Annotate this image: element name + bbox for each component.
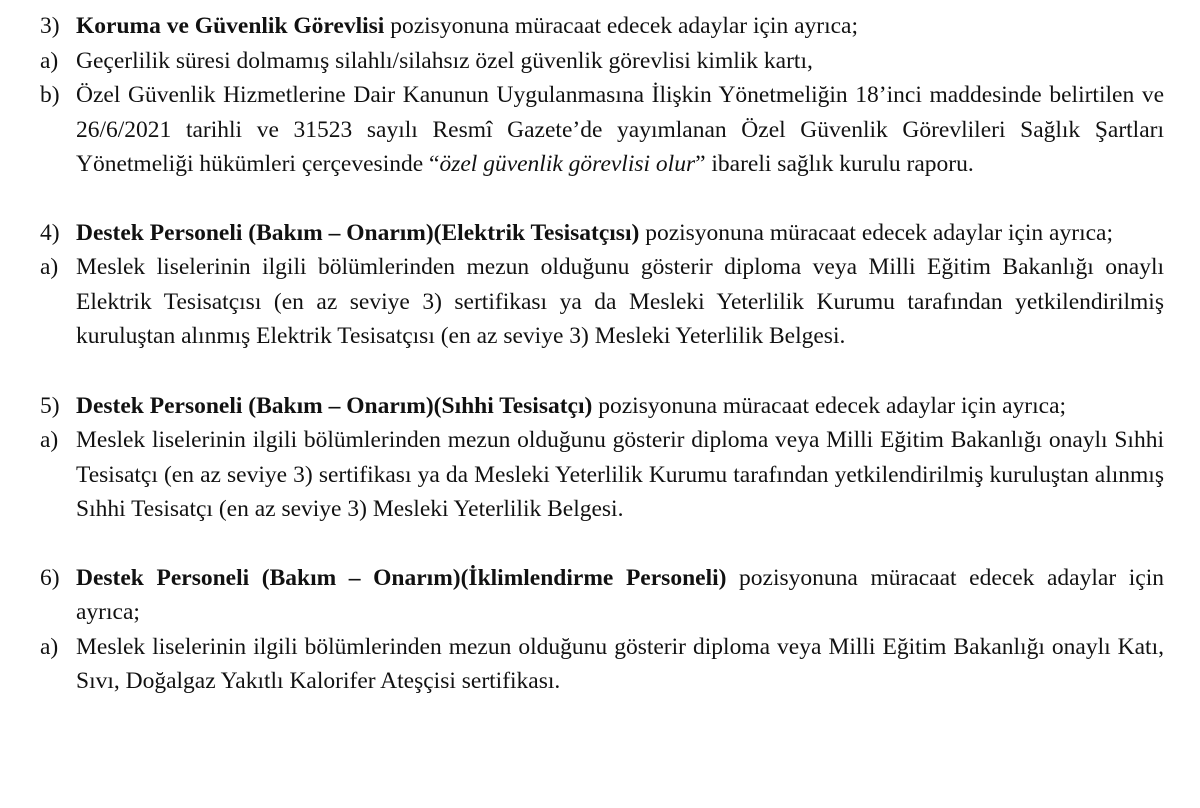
section-heading-text: [76, 9, 1164, 44]
list-item-text: Meslek liselerinin ilgili bölümlerinden mezun olduğunu gösterir diploma veya Milli Eğitim Bakanlığı onaylı Sıhhi Tesisatçı (en az seviye 3) sertifikası ya da Mesleki Yeterlilik Kurumu tarafından yetkilendirilmiş kuruluştan alınmış Sıhhi Tesisatçı (en az seviye 3) Mesleki Yeterlilik Belgesi.: [76, 427, 1164, 522]
section-heading-rest: pozisyonuna müracaat edecek adaylar için ayrıca;: [76, 564, 1164, 625]
section-6-hvac-personnel: [40, 561, 1164, 699]
section-heading-rest: pozisyonuna müracaat edecek adaylar için ayrıca;: [384, 13, 859, 39]
list-item: [40, 78, 1164, 182]
list-item: [40, 250, 1164, 354]
list-item: [40, 423, 1164, 527]
section-number: 5): [40, 392, 60, 419]
section-title: Destek Personeli (Bakım – Onarım)(Sıhhi Tesisatçı): [76, 392, 593, 419]
list-item: [40, 630, 1164, 699]
list-item-text: Meslek liselerinin ilgili bölümlerinden mezun olduğunu gösterir diploma veya Milli Eğitim Bakanlığı onaylı Katı, Sıvı, Doğalgaz Yakıtlı Kalorifer Ateşçisi sertifikası.: [76, 633, 1164, 694]
list-item: [40, 44, 1164, 79]
section-number: 3): [40, 13, 60, 39]
section-number: 4): [40, 219, 60, 246]
list-item-text: Meslek liselerinin ilgili bölümlerinden mezun olduğunu gösterir diploma veya Milli Eğitim Bakanlığı onaylı Elektrik Tesisatçısı (en az seviye 3) sertifikası ya da Mesleki Yeterlilik Kurumu tarafından yetkilendirilmiş kuruluştan alınmış Elektrik Tesisatçısı (en az seviye 3) Mesleki Yeterlilik Belgesi.: [76, 254, 1164, 349]
section-heading-text: [76, 389, 1164, 424]
list-item-marker: a): [40, 47, 59, 74]
section-title: Koruma ve Güvenlik Görevlisi: [76, 13, 385, 39]
list-item-marker: a): [40, 254, 59, 280]
list-item-text: [76, 78, 1164, 182]
section-5-plumber: [40, 389, 1164, 527]
section-heading-rest: pozisyonuna müracaat edecek adaylar için ayrıca;: [592, 392, 1067, 419]
section-4-electrical-installer: [40, 216, 1164, 354]
list-item-marker: b): [40, 82, 60, 108]
section-3-security-guard: [40, 9, 1164, 182]
section-heading-rest: pozisyonuna müracaat edecek adaylar için ayrıca;: [639, 219, 1113, 246]
document-page: [40, 9, 1164, 699]
section-heading: [40, 9, 1164, 44]
section-title: Destek Personeli (Bakım – Onarım)(Elektrik Tesisatçısı): [76, 219, 640, 246]
list-item-text: Geçerlilik süresi dolmamış silahlı/silahsız özel güvenlik görevlisi kimlik kartı,: [76, 47, 813, 74]
section-title: Destek Personeli (Bakım – Onarım)(İklimlendirme Personeli): [76, 564, 727, 591]
section-heading: [40, 216, 1164, 251]
list-item-text-part: Özel Güvenlik Hizmetlerine Dair Kanunun Uygulanmasına İlişkin Yönetmeliğin 18’inci maddesinde belirtilen ve 26/6/2021 tarihli ve 31523 sayılı Resmî Gazete’de yayımlanan Özel Güvenlik Görevlileri Sağlık Şartları Yönetmeliği hükümleri çerçevesinde “: [76, 82, 1164, 177]
list-item-text-part: ” ibareli sağlık kurulu raporu.: [695, 151, 974, 177]
list-item-marker: a): [40, 633, 59, 660]
section-heading: [40, 389, 1164, 424]
section-heading-text: [76, 216, 1164, 251]
list-item-italic-phrase: özel güvenlik görevlisi olur: [439, 151, 696, 177]
section-heading: [40, 561, 1164, 630]
section-number: 6): [40, 564, 60, 591]
list-item-marker: a): [40, 427, 59, 453]
section-heading-text: [76, 561, 1164, 630]
